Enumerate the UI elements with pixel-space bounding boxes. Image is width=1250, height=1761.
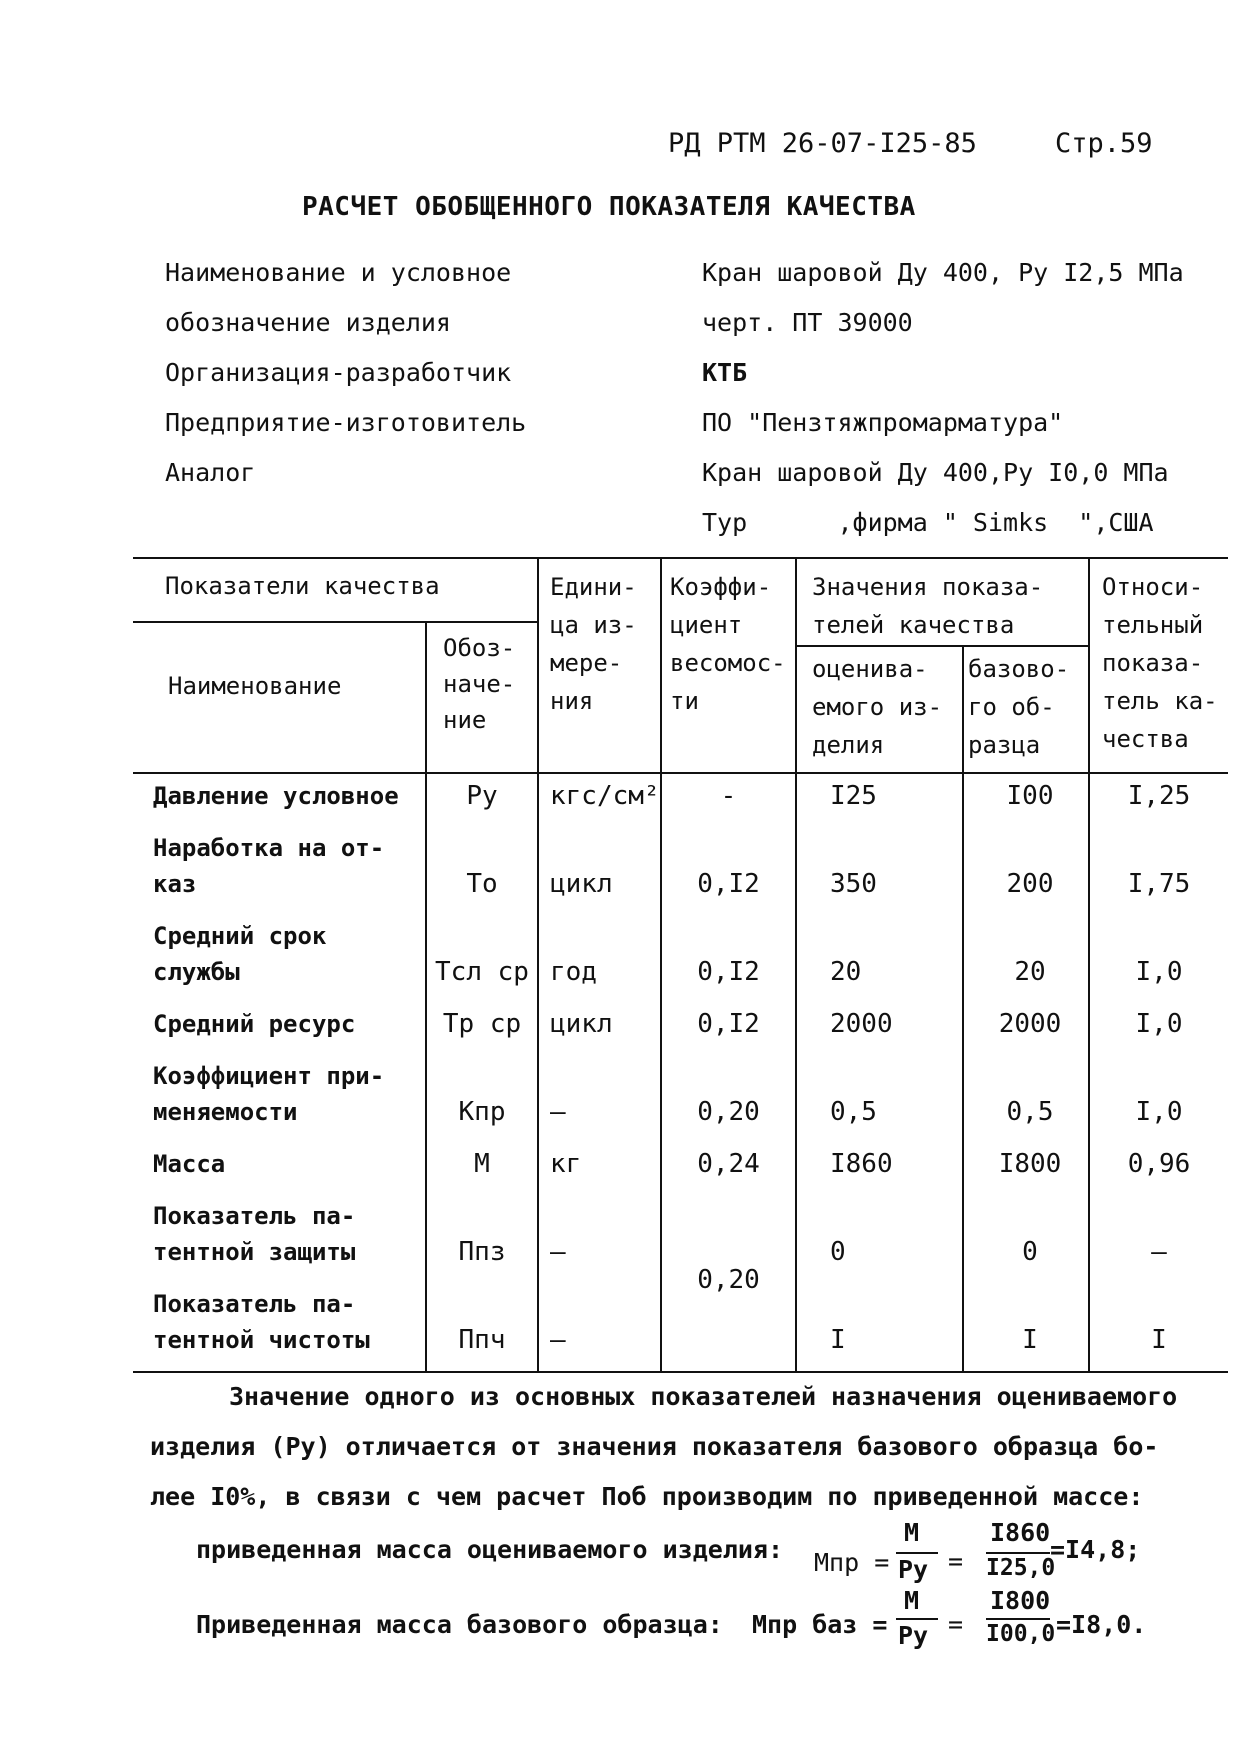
table-cell-base: 0 <box>1022 1237 1038 1267</box>
table-cell-name: Наработка на от- каз <box>153 834 385 898</box>
formula1-den1: Ру <box>898 1555 929 1584</box>
table-header-rule-values <box>795 645 1088 647</box>
info-label-developer: Организация-разработчик <box>165 358 512 387</box>
table-cell-weight: 0,I2 <box>697 1009 760 1039</box>
formula2-bar2 <box>986 1618 1050 1620</box>
table-cell-relative: 0,96 <box>1127 1149 1191 1179</box>
table-cell-unit: год <box>550 957 597 987</box>
table-cell-unit: кгс/см² <box>550 781 660 811</box>
table-header-rule-left <box>133 621 537 623</box>
formula1-label: приведенная масса оцениваемого изделия: <box>196 1535 783 1564</box>
table-cell-base: I <box>1022 1325 1038 1355</box>
table-cell-name: Коэффициент при- меняемости <box>153 1062 385 1126</box>
table-cell-relative: I,25 <box>1127 781 1191 811</box>
table-cell-base: 0,5 <box>1006 1097 1054 1127</box>
info-value-developer: КТБ <box>702 358 748 387</box>
info-value-product: Кран шаровой Ду 400, Ру I2,5 МПа <box>702 258 1184 287</box>
table-cell-unit: цикл <box>550 869 613 899</box>
table-cell-designation: Кпр <box>458 1097 506 1127</box>
table-cell-name: Показатель па- тентной чистоты <box>153 1290 370 1354</box>
formula2-eq: = <box>948 1610 964 1639</box>
table-cell-unit: цикл <box>550 1009 613 1039</box>
table-cell-evaluated: 20 <box>830 957 862 987</box>
formula2-num1: М <box>904 1586 920 1615</box>
formula2-den2: I00,0 <box>986 1621 1056 1647</box>
table-cell-relative: I,0 <box>1135 957 1183 987</box>
header-designation: Обоз- наче- ние <box>443 634 516 734</box>
table-cell-base: 200 <box>1006 869 1054 899</box>
table-cell-designation: М <box>474 1149 490 1179</box>
formula1-eq: = <box>948 1547 964 1576</box>
formula1-bar2 <box>986 1552 1050 1554</box>
merged-weight-cell: 0,20 <box>697 1265 760 1295</box>
formula1-den2: I25,0 <box>986 1555 1056 1581</box>
table-header-bottom-rule <box>133 772 1228 774</box>
header-name: Наименование <box>168 672 342 700</box>
table-cell-weight: 0,I2 <box>697 869 760 899</box>
info-value-analog: Кран шаровой Ду 400,Ру I0,0 МПа <box>702 458 1169 487</box>
info-label-manufacturer: Предприятие-изготовитель <box>165 408 527 437</box>
table-cell-name: Показатель па- тентной защиты <box>153 1202 356 1266</box>
paragraph-line-3: лее I0%, в связи с чем расчет Поб производим по приведенной массе: <box>150 1482 1144 1511</box>
table-cell-relative: I,0 <box>1135 1097 1183 1127</box>
header-base: базово- го об- разца <box>968 655 1070 759</box>
col-divider-unit <box>537 557 539 1371</box>
table-cell-designation: Ппч <box>458 1325 506 1355</box>
table-cell-evaluated: I860 <box>830 1149 893 1179</box>
table-cell-unit: – <box>550 1097 566 1127</box>
table-cell-evaluated: 350 <box>830 869 877 899</box>
header-relative: Относи- тельный показа- тель ка- чества <box>1102 573 1218 753</box>
paragraph-line-1: Значение одного из основных показателей назначения оцениваемого <box>229 1382 1178 1411</box>
table-cell-unit: – <box>550 1325 566 1355</box>
paragraph-line-2: изделия (Ру) отличается от значения показателя базового образца бо- <box>150 1432 1159 1461</box>
table-cell-evaluated: I25 <box>830 781 877 811</box>
col-divider-evaluated <box>795 557 797 1371</box>
table-cell-designation: Тр ср <box>442 1009 522 1039</box>
formula2-bar1 <box>896 1618 938 1620</box>
table-cell-relative: I,0 <box>1135 1009 1183 1039</box>
col-divider-base <box>962 645 964 1371</box>
table-cell-relative: I,75 <box>1127 869 1191 899</box>
document-code: РД РТМ 26-07-I25-85 <box>668 128 977 159</box>
formula1-lhs: Мпр = <box>814 1548 890 1577</box>
formula2-num2: I800 <box>990 1586 1051 1615</box>
page-title: РАСЧЕТ ОБОБЩЕННОГО ПОКАЗАТЕЛЯ КАЧЕСТВА <box>302 192 916 222</box>
table-cell-designation: Ру <box>466 781 498 811</box>
info-value-analog-firm: Тур ,фирма " Simks ",США <box>702 508 1154 537</box>
formula2-label: Приведенная масса базового образца: <box>196 1610 723 1639</box>
table-cell-base: 2000 <box>998 1009 1062 1039</box>
table-cell-designation: Тсл ср <box>435 957 529 987</box>
table-cell-weight: 0,I2 <box>697 957 760 987</box>
table-cell-unit: кг <box>550 1149 582 1179</box>
table-cell-designation: То <box>466 869 498 899</box>
table-cell-base: I00 <box>1006 781 1054 811</box>
header-values: Значения показа- телей качества <box>812 573 1044 639</box>
table-cell-evaluated: I <box>830 1325 846 1355</box>
header-quality: Показатели качества <box>165 572 440 600</box>
formula2-result: =I8,0. <box>1056 1610 1147 1639</box>
table-top-rule <box>133 557 1228 559</box>
page-number: Стр.59 <box>1055 128 1153 159</box>
formula2-den1: Ру <box>898 1621 929 1650</box>
table-bottom-rule <box>133 1371 1228 1373</box>
formula1-bar1 <box>896 1552 938 1554</box>
formula2-lhs: Мпр баз = <box>752 1610 888 1639</box>
info-label-name: Наименование и условное <box>165 258 512 287</box>
table-cell-evaluated: 2000 <box>830 1009 893 1039</box>
table-cell-name: Средний срок службы <box>153 922 327 986</box>
formula1-num2: I860 <box>990 1518 1051 1547</box>
table-cell-weight: 0,24 <box>697 1149 760 1179</box>
info-label-analog: Аналог <box>165 458 256 487</box>
table-cell-unit: – <box>550 1237 566 1267</box>
header-weight: Коэффи- циент весомос- ти <box>670 573 786 715</box>
info-value-manufacturer: ПО "Пензтяжпромарматура" <box>702 408 1064 437</box>
header-evaluated: оценива- емого из- делия <box>812 655 943 759</box>
table-cell-base: I800 <box>998 1149 1062 1179</box>
table-cell-name: Средний ресурс <box>153 1010 356 1038</box>
table-cell-weight: 0,20 <box>697 1097 760 1127</box>
table-cell-name: Давление условное <box>153 782 399 810</box>
table-cell-weight: - <box>720 781 737 811</box>
table-cell-name: Масса <box>153 1150 226 1178</box>
info-label-designation: обозначение изделия <box>165 308 451 337</box>
table-cell-relative: I <box>1151 1325 1167 1355</box>
table-cell-evaluated: 0,5 <box>830 1097 877 1127</box>
info-value-drawing: черт. ПТ 39000 <box>702 308 913 337</box>
table-cell-relative: – <box>1151 1237 1167 1267</box>
formula1-result: =I4,8; <box>1050 1535 1141 1564</box>
table-cell-evaluated: 0 <box>830 1237 846 1267</box>
header-unit: Едини- ца из- мере- ния <box>550 573 637 715</box>
table-cell-designation: Ппз <box>458 1237 506 1267</box>
table-cell-base: 20 <box>1014 957 1046 987</box>
formula1-num1: М <box>904 1518 920 1547</box>
